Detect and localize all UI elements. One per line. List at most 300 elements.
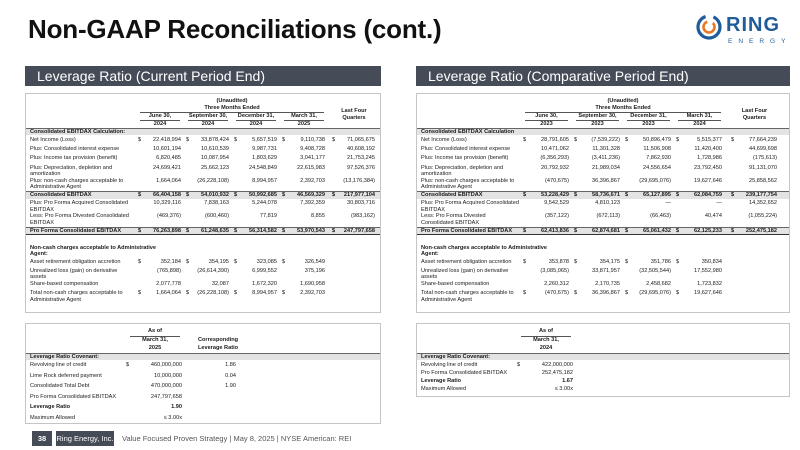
row-value: 252,475,182	[745, 227, 777, 234]
dollar-sign: $	[186, 137, 190, 143]
row-label: Plus: Depreciation, depletion and amortization	[30, 164, 113, 178]
row-value: 5,244,078	[252, 200, 277, 207]
covenant-label: Consolidated Total Debt	[30, 383, 90, 389]
comparative-covenant-table	[416, 323, 790, 397]
row-value: 66,404,158	[153, 192, 181, 198]
column-header-date: June 30,	[535, 113, 558, 119]
row-value: 36,396,867	[592, 290, 620, 297]
covenant-label: Lime Rock deferred payment	[30, 372, 102, 379]
footer-company: Ring Energy, Inc.	[56, 431, 114, 446]
dollar-sign: $	[731, 137, 735, 143]
dollar-sign: $	[625, 258, 629, 265]
row-value: 11,506,908	[643, 146, 671, 153]
column-header-date: September 30,	[188, 113, 228, 119]
row-label: Pro Forma Consolidated EBITDAX	[421, 227, 513, 234]
row-value: 353,878	[548, 258, 569, 265]
row-value: (983,162)	[351, 213, 375, 220]
row-value: 50,992,685	[249, 192, 277, 198]
table-row	[26, 281, 380, 289]
row-value: 32,087	[211, 281, 229, 288]
row-value: 350,834	[701, 258, 722, 265]
table-row	[417, 191, 789, 199]
dollar-sign: $	[523, 137, 527, 143]
row-value: 22,418,994	[153, 137, 181, 143]
dollar-sign: $	[282, 227, 286, 234]
column-rule	[525, 120, 568, 121]
dollar-sign: $	[138, 258, 142, 265]
current-ebitdax-table	[25, 93, 381, 313]
covenant-label: Revolving line of credit	[30, 362, 87, 368]
row-value: (26,228,108)	[197, 177, 229, 184]
dollar-sign: $	[676, 192, 680, 198]
row-value: 10,610,539	[201, 146, 229, 153]
row-value: (470,675)	[545, 177, 569, 184]
row-value: 24,548,849	[249, 164, 277, 171]
column-rule	[678, 120, 721, 121]
dollar-sign: $	[138, 227, 142, 234]
dollar-sign: $	[332, 227, 336, 234]
row-value: 10,087,954	[201, 155, 229, 162]
column-header-date: December 31,	[237, 113, 275, 119]
column-rule	[140, 120, 180, 121]
dollar-sign: $	[625, 227, 629, 234]
row-value: 30,803,716	[347, 200, 375, 207]
row-value: 44,699,698	[749, 146, 777, 153]
table-row	[26, 155, 380, 163]
current-covenant-table	[25, 323, 381, 424]
row-value: 7,862,930	[646, 155, 671, 162]
dollar-sign: $	[523, 258, 527, 265]
ring-energy-logo	[694, 10, 794, 56]
dollar-sign: $	[332, 137, 336, 143]
row-value: 352,184	[160, 258, 181, 265]
row-value: (6,356,293)	[540, 155, 569, 162]
row-label: Plus: Depreciation, depletion and amortization	[421, 164, 504, 178]
row-value: (672,113)	[596, 213, 620, 220]
noncash-header	[26, 245, 380, 257]
table-row	[417, 259, 789, 267]
covenant-header-label: Leverage Ratio Covenant:	[421, 354, 491, 360]
dollar-sign: $	[676, 258, 680, 265]
row-value: 323,085	[256, 258, 277, 265]
column-header-date: March 31,	[291, 113, 317, 119]
logo-wordmark: RING	[726, 14, 780, 36]
table-section-header	[417, 128, 789, 135]
column-header-year: 2024	[693, 121, 706, 127]
table-row	[417, 146, 789, 154]
covenant-value: 247,797,658	[150, 393, 182, 400]
dollar-sign: $	[523, 290, 527, 297]
covenant-value: ≤ 3.00x	[554, 386, 573, 392]
covenant-date: March 31,	[533, 337, 559, 343]
covenant-row	[26, 362, 380, 370]
row-value: 10,471,062	[541, 146, 569, 153]
dollar-sign: $	[186, 192, 190, 198]
row-value: 28,791,605	[541, 137, 569, 143]
row-value: (3,411,236)	[591, 155, 620, 162]
row-value: 3,041,177	[300, 155, 325, 162]
row-value: 24,699,421	[153, 164, 181, 171]
row-value: 33,878,424	[201, 137, 229, 143]
dollar-sign: $	[282, 192, 286, 198]
row-value: 2,170,735	[595, 281, 620, 288]
row-label: Net Income (Loss)	[30, 137, 76, 143]
covenant-as-of: As of	[148, 328, 162, 334]
covenant-value: 10,000,000	[154, 372, 182, 379]
covenant-as-of: As of	[539, 328, 553, 334]
covenant-year: 2025	[148, 345, 162, 351]
row-value: 1,664,064	[156, 177, 181, 184]
row-value: 9,408,728	[300, 146, 325, 153]
page-title: Non-GAAP Reconciliations (cont.)	[28, 14, 442, 44]
column-header-date: December 31,	[630, 113, 667, 119]
row-value: 1,803,629	[252, 155, 277, 162]
row-value: 21,989,034	[592, 164, 620, 171]
row-label: Pro Forma Consolidated EBITDAX	[30, 227, 122, 234]
row-label: Plus: Pro Forma Acquired Consolidated EBITDAX	[421, 200, 519, 213]
row-value: (29,695,076)	[639, 290, 671, 297]
covenant-label: Leverage Ratio	[421, 378, 462, 384]
dollar-sign: $	[138, 290, 142, 297]
covenant-row	[26, 394, 380, 402]
dollar-sign: $	[234, 227, 238, 234]
row-value: 62,125,233	[694, 227, 722, 234]
dollar-sign: $	[126, 362, 130, 368]
row-value: 76,263,898	[153, 227, 181, 234]
covenant-label: Revolving line of credit	[421, 362, 478, 368]
row-label: Consolidated EBITDAX	[421, 192, 483, 198]
row-value: 50,896,479	[643, 137, 671, 143]
column-header-year: 2024	[153, 121, 167, 127]
header-unaudited: (Unaudited)	[216, 98, 248, 104]
row-value: 21,753,245	[347, 155, 375, 162]
section-title-current: Leverage Ratio (Current Period End)	[25, 66, 381, 86]
dollar-sign: $	[574, 192, 578, 198]
covenant-value: 470,000,000	[150, 383, 182, 389]
table-row	[417, 155, 789, 163]
header-unaudited: (Unaudited)	[607, 98, 639, 104]
dollar-sign: $	[731, 192, 735, 198]
header-three-months: Three Months Ended	[595, 105, 651, 111]
row-value: (66,463)	[650, 213, 671, 220]
row-value: 62,084,759	[694, 192, 722, 198]
logo-subtitle: ENERGY	[728, 38, 792, 45]
corresponding-header: Leverage Ratio	[197, 345, 239, 351]
dollar-sign: $	[574, 258, 578, 265]
row-label: Share-based compensation	[421, 281, 490, 288]
row-value: (600,460)	[205, 213, 229, 220]
row-label: Plus: Pro Forma Acquired Consolidated EBITDAX	[30, 200, 128, 213]
dollar-sign: $	[186, 258, 190, 265]
row-value: 354,175	[599, 258, 620, 265]
table-row	[26, 290, 380, 302]
table-row	[26, 191, 380, 199]
row-value: 4,810,123	[595, 200, 620, 207]
covenant-value: 422,000,000	[541, 362, 573, 368]
covenant-ratio: 1.90	[225, 383, 236, 389]
column-header-date: March 31,	[686, 113, 713, 119]
row-value: 7,838,163	[204, 200, 229, 207]
column-header-last-four: Last Four	[741, 108, 768, 114]
dollar-sign: $	[234, 192, 238, 198]
row-value: 351,786	[650, 258, 671, 265]
comparative-ebitdax-table	[416, 93, 790, 313]
row-value: 65,061,432	[643, 227, 671, 234]
row-label: Share-based compensation	[30, 281, 99, 288]
row-value: 5,515,377	[697, 137, 722, 143]
dollar-sign: $	[186, 227, 190, 234]
row-value: (357,122)	[545, 213, 569, 220]
dollar-sign: $	[676, 227, 680, 234]
row-value: 71,065,675	[347, 137, 375, 143]
row-value: 239,177,754	[745, 192, 777, 198]
row-value: 1,664,064	[156, 290, 181, 297]
row-value: 17,552,980	[694, 268, 722, 274]
table-row	[417, 200, 789, 212]
row-value: 1,728,986	[697, 155, 722, 162]
covenant-header-label: Leverage Ratio Covenant:	[30, 354, 100, 360]
dollar-sign: $	[625, 137, 629, 143]
row-value: (470,675)	[545, 290, 569, 297]
row-value: 25,662,123	[201, 164, 229, 171]
row-value: 14,352,652	[749, 200, 777, 207]
covenant-row	[26, 373, 380, 381]
table-row	[417, 213, 789, 225]
dollar-sign: $	[234, 137, 238, 143]
row-value: (29,695,076)	[639, 177, 671, 184]
row-label: Less: Pro Forma Divested Consolidated EBITDAX	[421, 213, 486, 226]
row-value: 91,131,070	[749, 164, 777, 171]
covenant-value: 1.67	[562, 378, 573, 384]
dollar-sign: $	[282, 290, 286, 297]
row-value: 9,542,529	[544, 200, 569, 207]
covenant-ratio: 0.04	[225, 372, 236, 379]
row-label: Net Income (Loss)	[421, 137, 467, 143]
row-label: Total non-cash charges acceptable to Administrative Agent	[30, 290, 123, 303]
dollar-sign: $	[523, 227, 527, 234]
column-rule	[576, 120, 619, 121]
row-value: 61,248,635	[201, 227, 229, 234]
row-value: 62,413,836	[541, 227, 569, 234]
row-value: 9,110,738	[300, 137, 325, 143]
dollar-sign: $	[517, 362, 521, 368]
column-header-year: 2023	[642, 121, 655, 127]
table-row	[417, 165, 789, 177]
row-value: 8,994,957	[252, 177, 277, 184]
row-value: 1,690,958	[300, 281, 325, 288]
covenant-header	[26, 353, 380, 360]
row-value: 9,987,731	[252, 146, 277, 153]
row-value: 247,797,658	[343, 227, 375, 234]
column-header-date: September 30,	[578, 113, 617, 119]
covenant-row	[417, 370, 789, 378]
dollar-sign: $	[574, 137, 578, 143]
row-value: 10,601,194	[153, 146, 181, 153]
covenant-value: 460,000,000	[150, 362, 182, 368]
covenant-label: Pro Forma Consolidated EBITDAX	[421, 370, 508, 376]
row-label: Plus: non-cash charges acceptable to Administrative Agent	[421, 177, 515, 191]
table-row	[417, 268, 789, 280]
row-value: 19,627,646	[694, 177, 722, 184]
row-value: 1,723,832	[697, 281, 722, 288]
dollar-sign: $	[282, 137, 286, 143]
column-rule	[284, 120, 324, 121]
row-value: 54,010,932	[201, 192, 229, 198]
table-row	[26, 165, 380, 177]
row-value: 65,127,895	[643, 192, 671, 198]
row-value: 2,392,703	[300, 290, 325, 297]
row-value: (26,228,108)	[197, 290, 229, 297]
row-value: 354,195	[208, 258, 229, 265]
dollar-sign: $	[523, 192, 527, 198]
dollar-sign: $	[282, 258, 286, 265]
covenant-ratio: 1.86	[225, 362, 236, 368]
table-row	[417, 281, 789, 289]
row-value: —	[716, 200, 722, 207]
column-header-year: 2025	[297, 121, 311, 127]
column-header-last-four: Last Four	[341, 108, 367, 114]
dollar-sign: $	[731, 227, 735, 234]
row-value: 24,556,654	[643, 164, 671, 171]
row-label: Plus: Consolidated interest expense	[421, 146, 511, 153]
table-row	[26, 268, 380, 280]
covenant-year: 2024	[539, 345, 553, 351]
noncash-label: Non-cash charges acceptable to Administrative Agent:	[30, 244, 157, 258]
table-row	[417, 227, 789, 235]
row-value: 8,994,957	[252, 290, 277, 297]
row-value: 56,314,582	[249, 227, 277, 234]
covenant-label: Leverage Ratio	[30, 404, 71, 410]
dollar-sign: $	[332, 192, 336, 198]
row-value: 2,077,778	[156, 281, 181, 288]
row-label: Total non-cash charges acceptable to Administrative Agent	[421, 290, 514, 303]
footer-text: Value Focused Proven Strategy | May 8, 2025 | NYSE American: REI	[122, 434, 352, 443]
row-value: 53,228,429	[541, 192, 569, 198]
column-header-year: 2024	[201, 121, 215, 127]
row-value: 23,792,450	[694, 164, 722, 171]
covenant-label: Pro Forma Consolidated EBITDAX	[30, 393, 117, 400]
row-value: (175,613)	[753, 155, 777, 162]
dollar-sign: $	[676, 290, 680, 297]
table-row	[417, 178, 789, 190]
table-row	[417, 290, 789, 302]
dollar-sign: $	[676, 137, 680, 143]
noncash-header	[417, 245, 789, 257]
row-value: 22,615,983	[297, 164, 325, 171]
row-value: 53,970,543	[297, 227, 325, 234]
row-value: 375,196	[304, 268, 325, 274]
row-value: 36,396,867	[592, 177, 620, 184]
row-value: (469,376)	[157, 213, 181, 220]
covenant-value: 252,475,182	[541, 370, 573, 376]
row-label: Plus: non-cash charges acceptable to Administrative Agent	[30, 177, 124, 191]
row-value: 1,672,320	[252, 281, 277, 288]
dollar-sign: $	[138, 137, 142, 143]
row-value: 10,329,116	[153, 200, 181, 207]
row-value: 33,871,957	[592, 268, 620, 274]
column-header-last-four: Quarters	[742, 115, 767, 121]
row-value: (1,055,224)	[748, 213, 777, 220]
row-value: 11,301,328	[592, 146, 620, 153]
footer	[0, 431, 800, 446]
row-value: 46,569,329	[297, 192, 325, 198]
row-value: 25,858,562	[749, 177, 777, 184]
row-label: Plus: Income tax provision (benefit)	[30, 155, 118, 162]
row-value: 2,392,703	[300, 177, 325, 184]
column-header-year: 2024	[249, 121, 263, 127]
row-value: (3,085,065)	[540, 268, 569, 274]
row-value: (13,176,384)	[343, 177, 375, 184]
table-section-header	[26, 128, 380, 135]
section-title-comparative: Leverage Ratio (Comparative Period End)	[416, 66, 790, 86]
table-row	[26, 213, 380, 225]
covenant-date: March 31,	[142, 337, 168, 343]
covenant-row	[26, 415, 380, 423]
page-number: 38	[32, 431, 52, 446]
row-value: 2,260,312	[544, 281, 569, 288]
dollar-sign: $	[574, 227, 578, 234]
covenant-row	[26, 383, 380, 391]
row-value: 6,820,485	[156, 155, 181, 162]
row-value: 20,792,932	[541, 164, 569, 171]
row-label: Asset retirement obligation accretion	[30, 258, 121, 265]
section-label: Consolidated EBITDAX Calculation	[421, 129, 515, 135]
section-label: Consolidated EBITDAX Calculation:	[30, 129, 126, 135]
row-value: (32,505,544)	[639, 268, 671, 274]
row-value: 217,977,104	[343, 192, 375, 198]
noncash-label: Non-cash charges acceptable to Administrative Agent:	[421, 244, 548, 258]
table-row	[26, 178, 380, 190]
covenant-row	[26, 404, 380, 412]
table-row	[26, 146, 380, 154]
row-value: 77,819	[259, 213, 277, 220]
column-rule	[236, 120, 276, 121]
row-value: 97,526,376	[347, 164, 375, 171]
dollar-sign: $	[138, 192, 142, 198]
row-value: 11,420,400	[694, 146, 722, 153]
column-rule	[188, 120, 228, 121]
row-label: Plus: Income tax provision (benefit)	[421, 155, 509, 162]
covenant-label: Maximum Allowed	[421, 386, 467, 392]
column-header-year: 2023	[540, 121, 553, 127]
row-value: 7,392,359	[300, 200, 325, 207]
column-rule	[627, 120, 670, 121]
column-header-date: June 30,	[148, 113, 172, 119]
row-label: Unrealized loss (gain) on derivative assets	[421, 268, 509, 281]
covenant-row	[417, 386, 789, 394]
header-three-months: Three Months Ended	[204, 105, 260, 111]
row-label: Plus: Consolidated interest expense	[30, 146, 120, 153]
covenant-value: ≤ 3.00x	[163, 414, 182, 421]
table-row	[26, 137, 380, 145]
row-label: Consolidated EBITDAX	[30, 192, 92, 198]
dollar-sign: $	[234, 258, 238, 265]
dollar-sign: $	[625, 192, 629, 198]
table-row	[26, 227, 380, 235]
row-value: 2,458,682	[646, 281, 671, 288]
row-value: (26,614,390)	[197, 268, 229, 274]
row-value: 58,736,671	[592, 192, 620, 198]
dollar-sign: $	[625, 290, 629, 297]
row-value: —	[665, 200, 671, 207]
row-label: Unrealized loss (gain) on derivative assets	[30, 268, 118, 281]
row-value: 326,549	[304, 258, 325, 265]
row-value: 5,657,519	[252, 137, 277, 143]
row-value: 19,627,646	[694, 290, 722, 297]
dollar-sign: $	[186, 290, 190, 297]
row-value: (7,539,222)	[591, 137, 620, 143]
row-value: 40,608,192	[347, 146, 375, 153]
